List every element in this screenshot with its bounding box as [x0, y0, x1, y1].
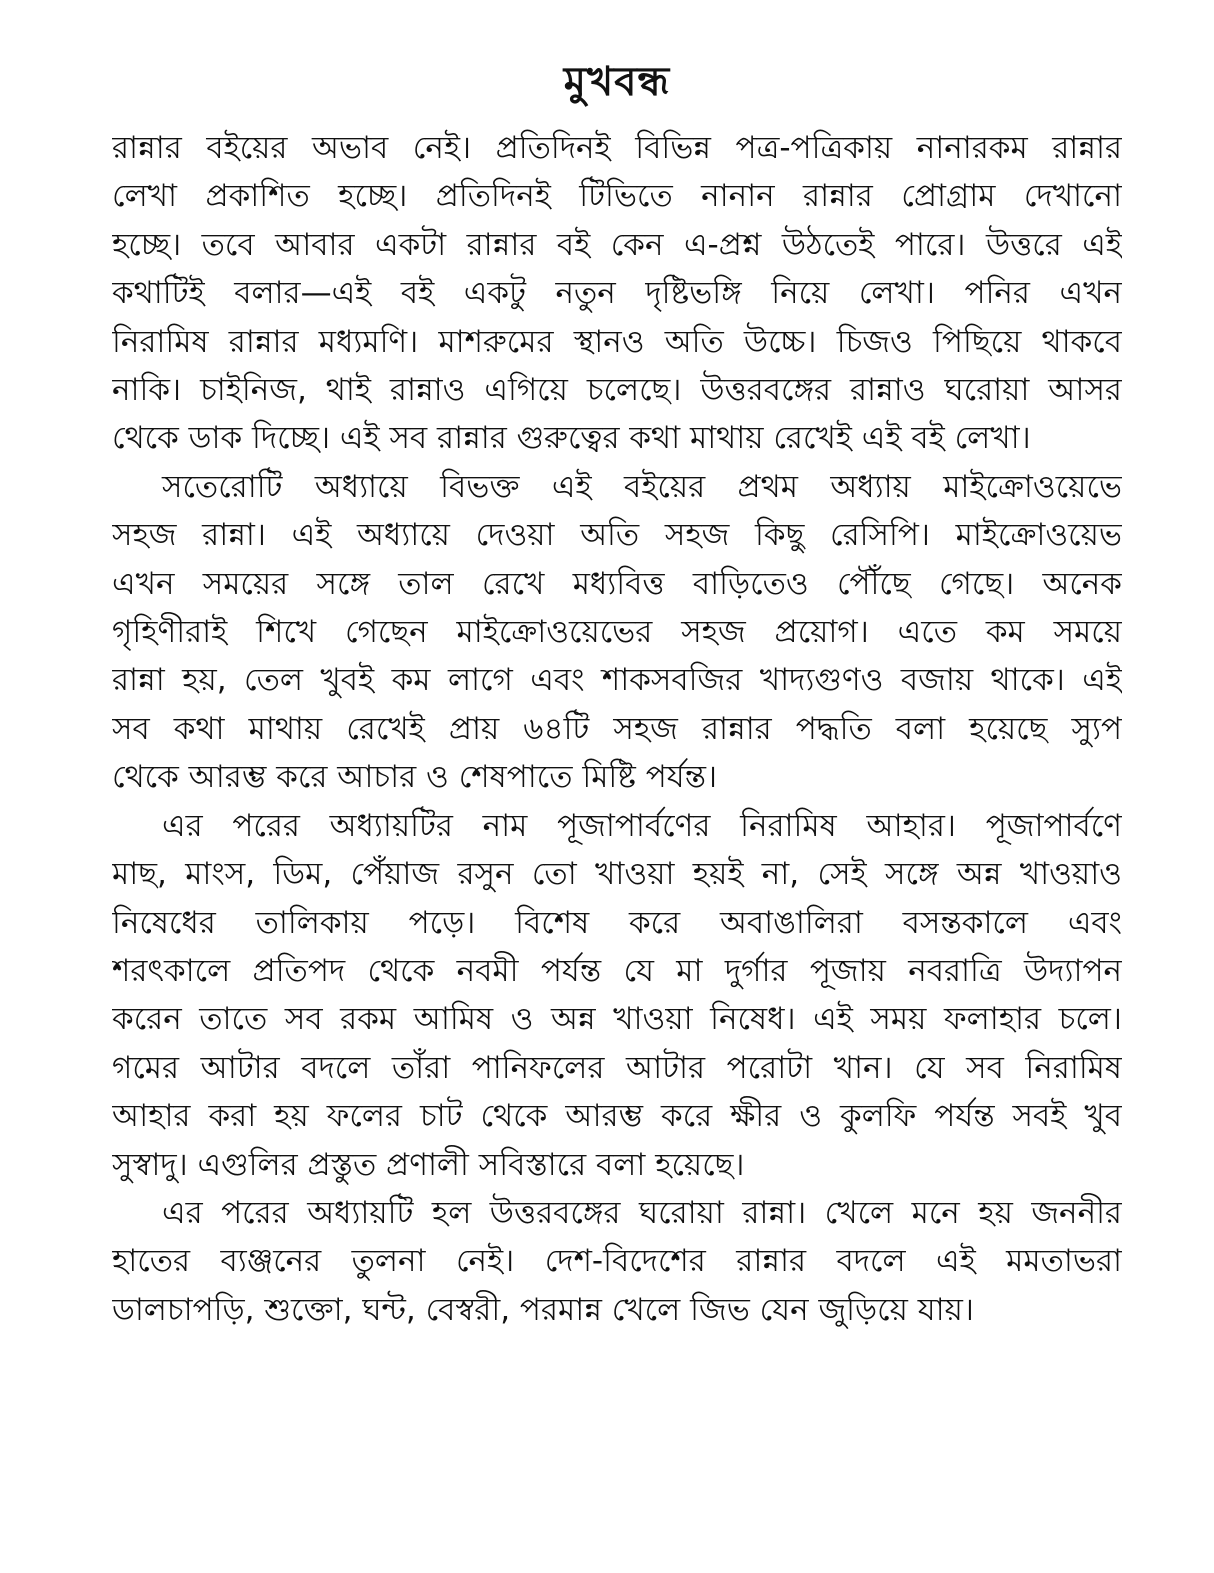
text-line: নিষেধের তালিকায় পড়ে। বিশেষ করে অবাঙালিরা বসন্তকালে এবং — [112, 904, 1122, 941]
text-line: গমের আটার বদলে তাঁরা পানিফলের আটার পরোটা খান। যে সব নিরামিষ — [112, 1049, 1122, 1086]
text-line: রান্নার বইয়ের অভাব নেই। প্রতিদিনই বিভিন্ন পত্র-পত্রিকায় নানারকম রান্নার — [112, 130, 1122, 166]
text-line: লেখা প্রকাশিত হচ্ছে। প্রতিদিনই টিভিতে নানান রান্নার প্রোগ্রাম দেখানো — [112, 178, 1122, 215]
text-line: থেকে আরম্ভ করে আচার ও শেষপাতে মিষ্টি পর্যন্ত। — [112, 759, 718, 796]
text-line: করেন তাতে সব রকম আমিষ ও অন্ন খাওয়া নিষেধ। এই সময় ফলাহার চলে। — [112, 1001, 1122, 1038]
text-line: এখন সময়ের সঙ্গে তাল রেখে মধ্যবিত্ত বাড়িতেও পৌঁছে গেছে। অনেক — [112, 565, 1122, 602]
body-text — [112, 124, 1122, 1334]
text-line: সব কথা মাথায় রেখেই প্রায় ৬৪টি সহজ রান্নার পদ্ধতি বলা হয়েছে স্যুপ — [112, 710, 1122, 747]
text-line: রান্না হয়, তেল খুবই কম লাগে এবং শাকসবজির খাদ্যগুণও বজায় থাকে। এই — [112, 662, 1122, 699]
text-line: হাতের ব্যঞ্জনের তুলনা নেই। দেশ-বিদেশের রান্নার বদলে এই মমতাভরা — [112, 1243, 1122, 1280]
page-title: মুখবন্ধ — [563, 59, 671, 105]
paragraph — [112, 1189, 1122, 1334]
text-line: শরৎকালে প্রতিপদ থেকে নবমী পর্যন্ত যে মা দুর্গার পূজায় নবরাত্রি উদ্যাপন — [112, 952, 1122, 989]
paragraph — [112, 124, 1122, 463]
text-line: মাছ, মাংস, ডিম, পেঁয়াজ রসুন তো খাওয়া হয়ই না, সেই সঙ্গে অন্ন খাওয়াও — [112, 856, 1122, 893]
text-line: গৃহিণীরাই শিখে গেছেন মাইক্রোওয়েভের সহজ প্রয়োগ। এতে কম সময়ে — [112, 614, 1122, 651]
text-line: এর পরের অধ্যায়টি হল উত্তরবঙ্গের ঘরোয়া রান্না। খেলে মনে হয় জননীর — [162, 1194, 1122, 1231]
text-line: সতেরোটি অধ্যায়ে বিভক্ত এই বইয়ের প্রথম অধ্যায় মাইক্রোওয়েভে — [162, 468, 1122, 505]
text-line: নিরামিষ রান্নার মধ্যমণি। মাশরুমের স্থানও অতি উচ্চে। চিজও পিছিয়ে থাকবে — [112, 323, 1122, 360]
text-line: সহজ রান্না। এই অধ্যায়ে দেওয়া অতি সহজ কিছু রেসিপি। মাইক্রোওয়েভ — [112, 517, 1122, 554]
text-line: নাকি। চাইনিজ, থাই রান্নাও এগিয়ে চলেছে। উত্তরবঙ্গের রান্নাও ঘরোয়া আসর — [112, 372, 1122, 409]
paragraph — [112, 463, 1122, 802]
text-line: এর পরের অধ্যায়টির নাম পূজাপার্বণের নিরামিষ আহার। পূজাপার্বণে — [162, 807, 1122, 844]
paragraph — [112, 802, 1122, 1189]
text-line: হচ্ছে। তবে আবার একটা রান্নার বই কেন এ-প্রশ্ন উঠতেই পারে। উত্তরে এই — [112, 226, 1122, 263]
text-line: ডালচাপড়ি, শুক্তো, ঘন্ট, বেস্বরী, পরমান্ন খেলে জিভ যেন জুড়িয়ে যায়। — [112, 1291, 974, 1328]
text-line: থেকে ডাক দিচ্ছে। এই সব রান্নার গুরুত্বের কথা মাথায় রেখেই এই বই লেখা। — [112, 420, 1031, 457]
text-line: কথাটিই বলার—এই বই একটু নতুন দৃষ্টিভঙ্গি নিয়ে লেখা। পনির এখন — [112, 275, 1122, 312]
text-line: আহার করা হয় ফলের চাট থেকে আরম্ভ করে ক্ষীর ও কুলফি পর্যন্ত সবই খুব — [112, 1098, 1122, 1135]
text-line: সুস্বাদু। এগুলির প্রস্তুত প্রণালী সবিস্তারে বলা হয়েছে। — [112, 1146, 745, 1183]
